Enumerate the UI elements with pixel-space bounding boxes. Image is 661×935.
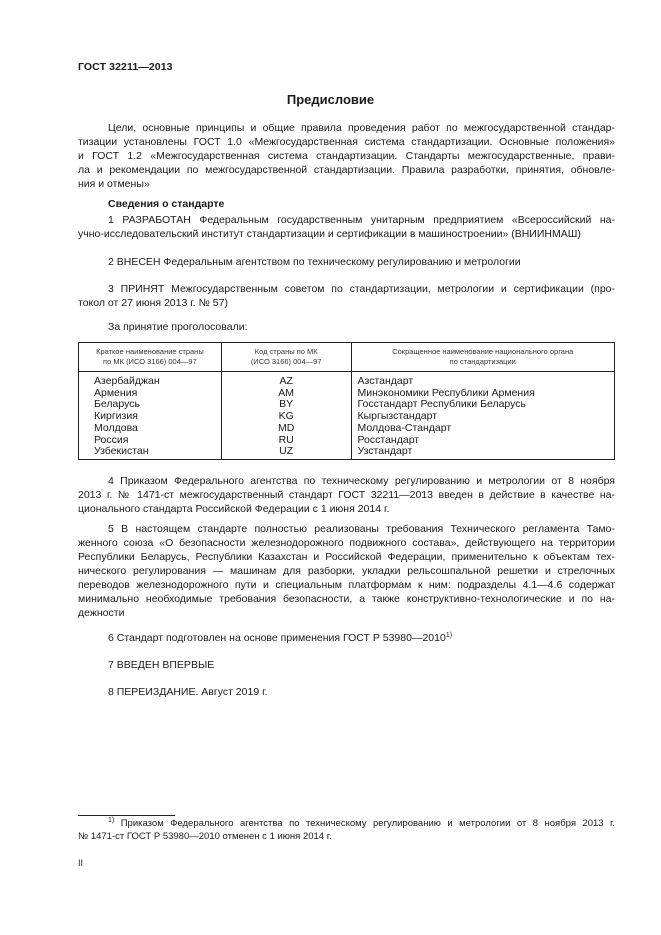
header-text: Код страны по МК xyxy=(254,347,318,356)
voted-label-paragraph xyxy=(78,320,615,334)
item-4-line: 4 Приказом Федерального агентства по техническому регулированию и метрологии от 8 ноября xyxy=(108,475,615,487)
header-standards-body xyxy=(351,343,614,372)
item-2-paragraph xyxy=(78,255,615,269)
intro-paragraph xyxy=(78,121,615,191)
country-name-cell: Беларусь xyxy=(79,399,222,411)
standards-body-cell: Узстандарт xyxy=(351,446,614,459)
document-code-header: ГОСТ 32211—2013 xyxy=(78,61,173,73)
country-code-cell: KG xyxy=(221,411,351,423)
footnote-divider xyxy=(78,815,175,816)
country-code-cell: UZ xyxy=(221,446,351,459)
section-subheading: Сведения о стандарте xyxy=(108,198,225,210)
item-5-line: минимально необходимые требования безопасности, а также конструктивно-технологические и по на- xyxy=(78,593,615,605)
item-4-line: ционального стандарта Российской Федерации с 1 июня 2014 г. xyxy=(78,503,390,515)
country-code-cell: AZ xyxy=(221,372,351,388)
table-row xyxy=(79,399,615,411)
country-name-cell: Киргизия xyxy=(79,411,222,423)
country-name-cell: Азербайджан xyxy=(79,372,222,388)
header-text: по стандартизации xyxy=(449,357,516,366)
footnote-line: № 1471-ст ГОСТ Р 53980—2010 отменен с 1 июня 2014 г. xyxy=(78,831,332,842)
table-row xyxy=(79,411,615,423)
item-6-text: 6 Стандарт подготовлен на основе применения ГОСТ Р 53980—2010 xyxy=(108,632,446,644)
standards-body-cell: Азстандарт xyxy=(351,372,614,388)
item-8-line: 8 ПЕРЕИЗДАНИЕ. Август 2019 г. xyxy=(108,686,268,698)
country-code-cell: BY xyxy=(221,399,351,411)
item-5-line: дежности xyxy=(78,607,125,619)
item-3-line: токол от 27 июня 2013 г. № 57) xyxy=(78,297,228,309)
footnote-text: Приказом Федерального агентства по техническому регулированию и метрологии от 8 ноября 2013 г. xyxy=(120,818,615,829)
header-text: по МК (ИСО 3166) 004—97 xyxy=(103,357,197,366)
country-name-cell: Россия xyxy=(79,435,222,447)
item-4-line: 2013 г. № 1471-ст межгосударственный стандарт ГОСТ 32211—2013 введен в действие в качестве на- xyxy=(78,489,615,501)
item-1-line: 1 РАЗРАБОТАН Федеральным государственным унитарным предприятием «Всероссийский на- xyxy=(108,214,615,226)
country-name-cell: Узбекистан xyxy=(79,446,222,459)
standards-body-cell: Кыргызстандарт xyxy=(351,411,614,423)
voted-label: За принятие проголосовали: xyxy=(108,321,248,333)
item-5-paragraph xyxy=(78,522,615,620)
header-country-name xyxy=(79,343,222,372)
standards-body-cell: Росстандарт xyxy=(351,435,614,447)
table-row xyxy=(79,423,615,435)
item-6-line xyxy=(78,631,615,645)
item-5-line: 5 В настоящем стандарте полностью реализованы требования Технического регламента Тамо- xyxy=(108,523,615,535)
item-3-paragraph xyxy=(78,282,615,310)
table-row xyxy=(79,435,615,447)
voting-countries-table xyxy=(78,342,615,460)
table-row xyxy=(79,372,615,388)
country-name-cell: Молдова xyxy=(79,423,222,435)
item-1-line: учно-исследовательский институт стандартизации и сертификации в машиностроении» (ВНИИНМАШ) xyxy=(78,228,581,240)
page-title: Предисловие xyxy=(286,92,375,107)
intro-line: и ГОСТ 1.2 «Межгосударственная система стандартизации. Стандарты межгосударственные, прави- xyxy=(78,150,615,162)
item-6-paragraph xyxy=(78,631,615,645)
standards-body-cell: Молдова-Стандарт xyxy=(351,423,614,435)
item-5-line: женного союза «О безопасности железнодорожного подвижного состава», действующего на территории xyxy=(78,537,615,549)
footnote xyxy=(78,817,615,843)
item-2-line: 2 ВНЕСЕН Федеральным агентством по техническому регулированию и метрологии xyxy=(108,256,521,268)
intro-line: тизации установлены ГОСТ 1.0 «Межгосударственная система стандартизации. Основные положения» xyxy=(78,136,615,148)
footnote-line xyxy=(78,817,615,830)
item-4-paragraph xyxy=(78,474,615,516)
table-header-row xyxy=(79,343,615,372)
item-7-paragraph xyxy=(78,658,615,672)
footnote-ref: 1) xyxy=(445,632,453,639)
header-text: (ИСО 3166) 004—97 xyxy=(250,357,322,366)
country-code-cell: RU xyxy=(221,435,351,447)
intro-line: ла и рекомендации по межгосударственной стандартизации. Правила разработки, принятия, обновле- xyxy=(78,164,615,176)
footnote-marker: 1) xyxy=(108,817,115,824)
standards-body-cell: Госстандарт Республики Беларусь xyxy=(351,399,614,411)
page-number: II xyxy=(78,858,84,868)
item-5-line: нического регулирования — машинам для разборки, укладки рельсошпальной решетки и стрелочных xyxy=(78,565,615,577)
item-7-line: 7 ВВЕДЕН ВПЕРВЫЕ xyxy=(108,659,215,671)
country-code-cell: MD xyxy=(221,423,351,435)
item-3-line: 3 ПРИНЯТ Межгосударственным советом по стандартизации, метрологии и сертификации (про- xyxy=(108,283,615,295)
header-country-code xyxy=(221,343,351,372)
table-row xyxy=(79,388,615,400)
table-row xyxy=(79,446,615,459)
item-1-paragraph xyxy=(78,213,615,241)
item-8-paragraph xyxy=(78,685,615,699)
standards-body-cell: Минэкономики Республики Армения xyxy=(351,388,614,400)
country-code-cell: AM xyxy=(221,388,351,400)
item-5-line: Республики Беларусь, Республики Казахстан и Российской Федерации, применительно к объектам тех- xyxy=(78,551,615,563)
country-name-cell: Армения xyxy=(79,388,222,400)
intro-line: Цели, основные принципы и общие правила проведения работ по межгосударственной стандар- xyxy=(108,122,615,134)
header-text: Сокращенное наименование национального органа xyxy=(392,347,574,356)
intro-line: ния и отмены» xyxy=(78,178,150,190)
header-text: Краткое наименование страны xyxy=(96,347,204,356)
item-5-line: переводов железнодорожного пути и специальным платформам к ним: подразделы 4.1—4.6 содержат xyxy=(78,579,615,591)
